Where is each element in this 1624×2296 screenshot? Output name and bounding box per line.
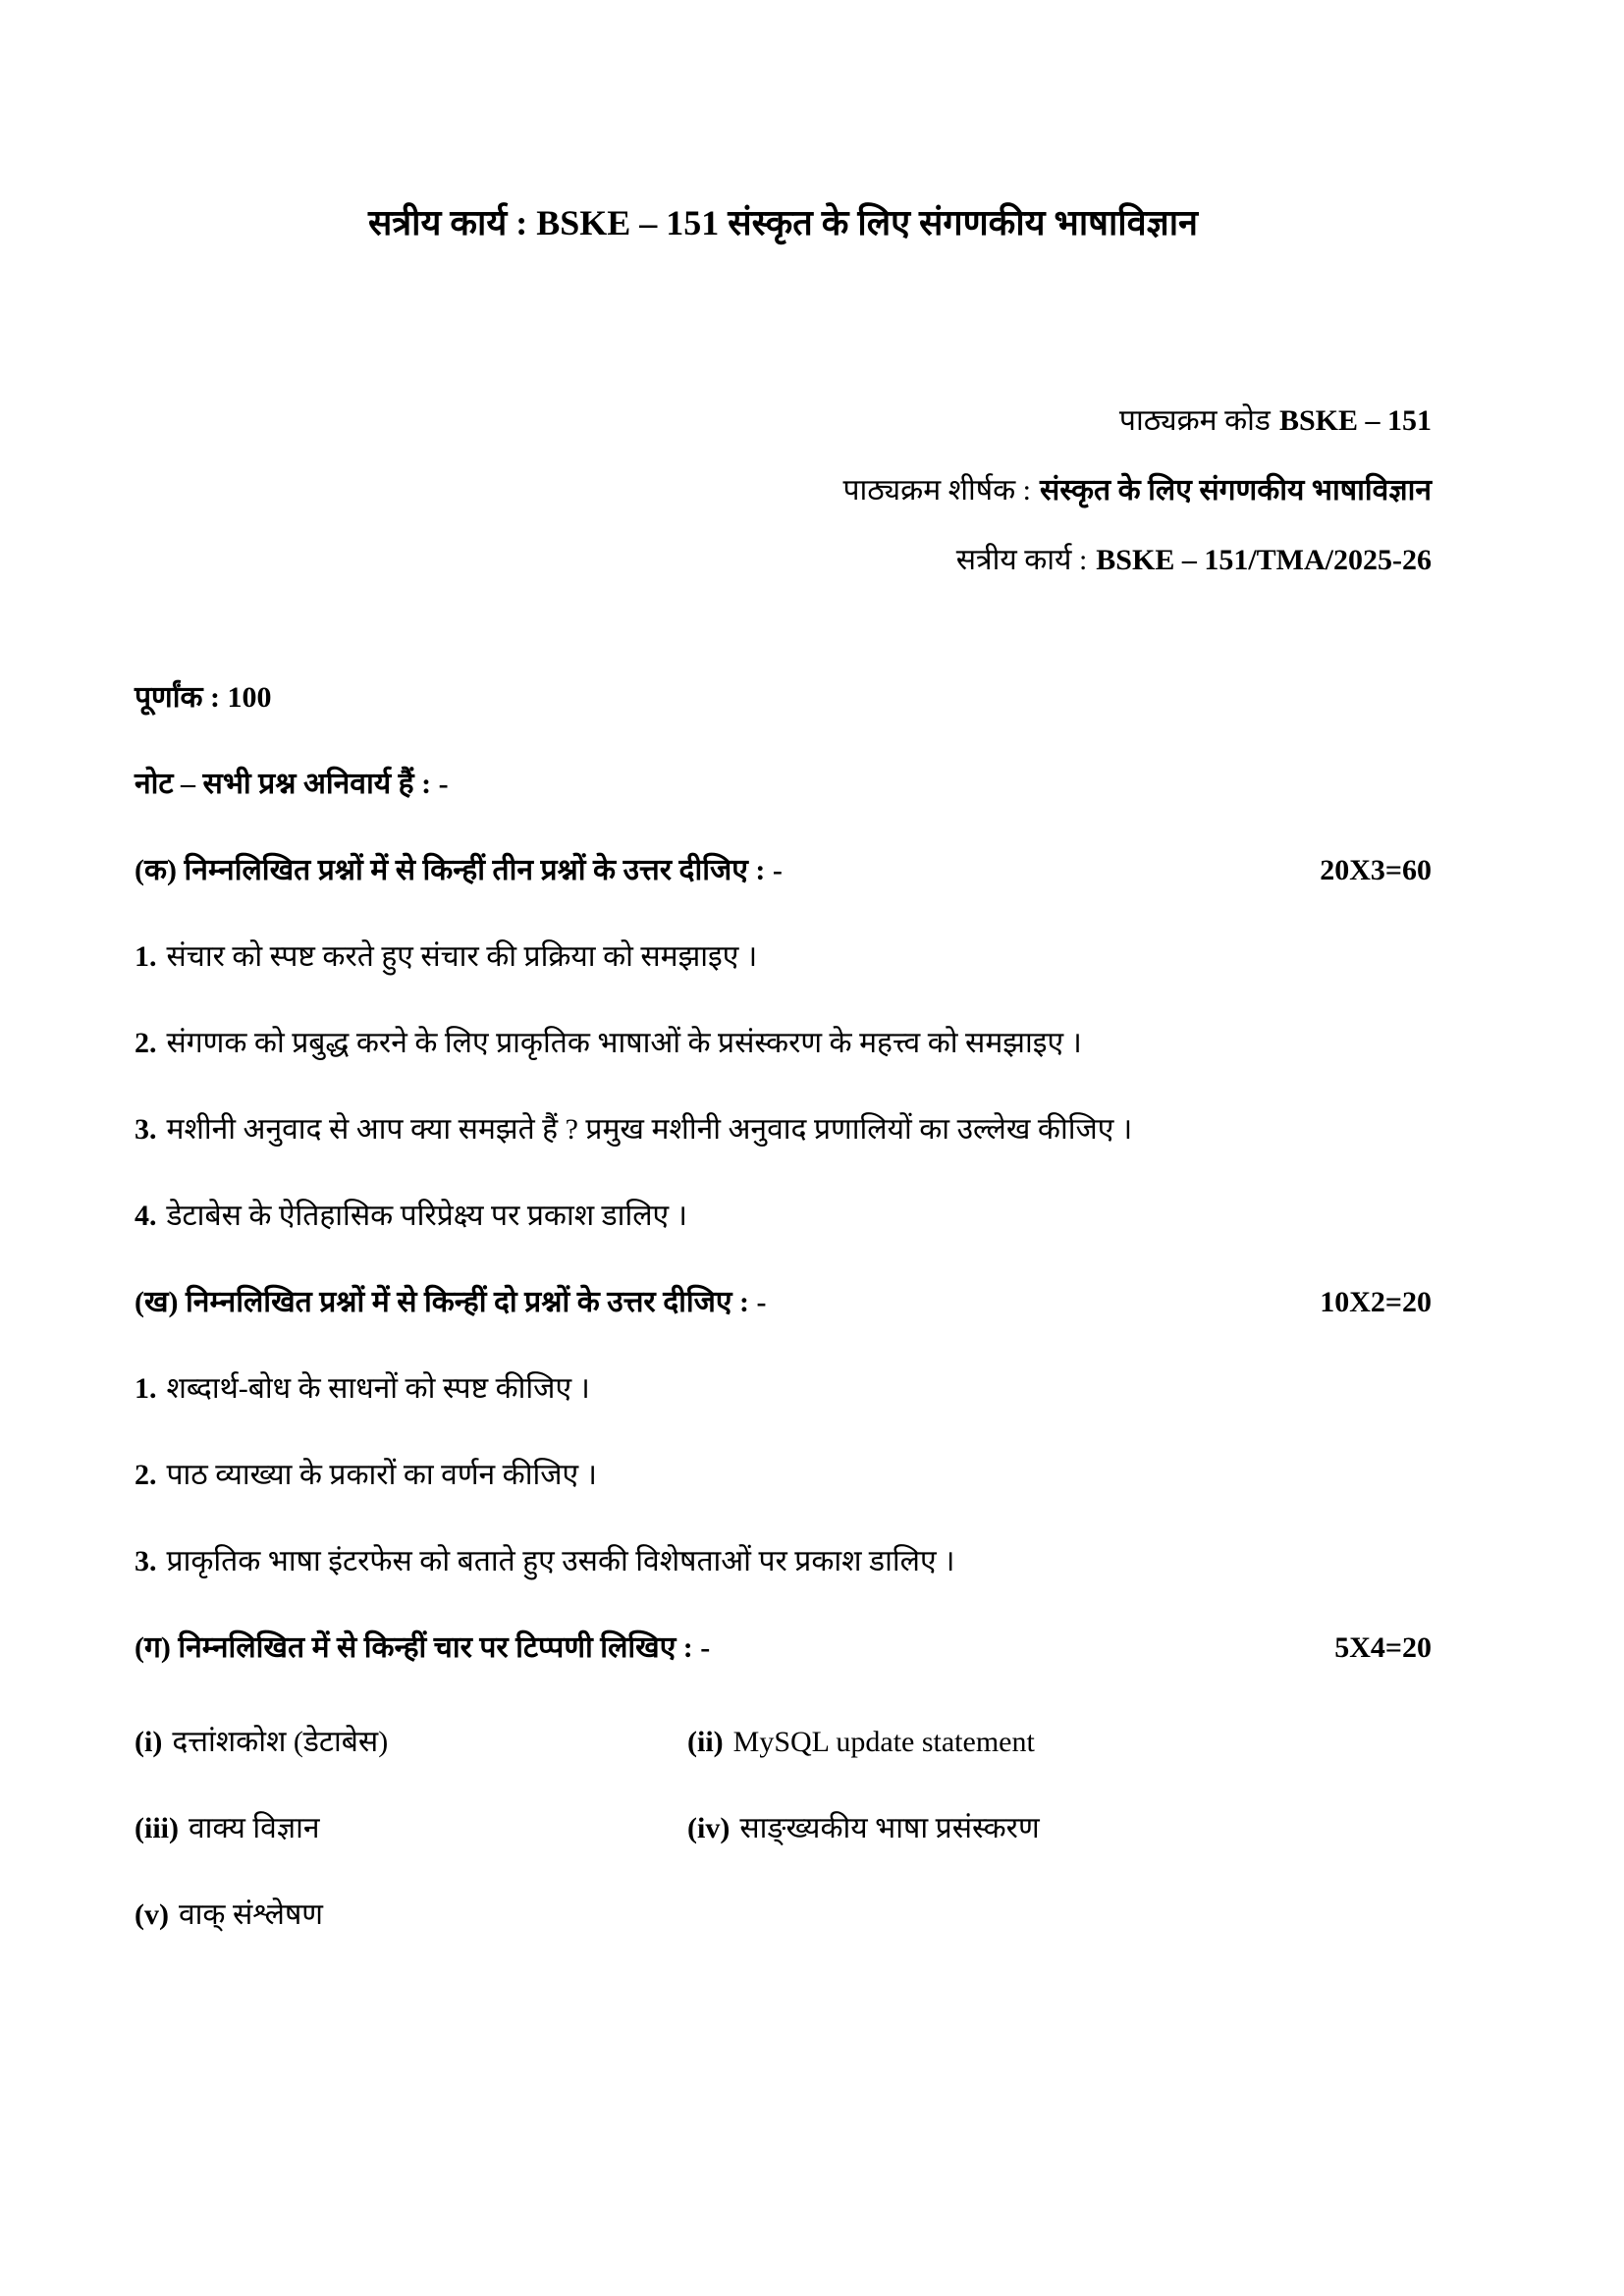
max-marks: पूर्णांक : 100 [135,681,272,714]
assignment-code-value: BSKE – 151/TMA/2025-26 [1096,544,1432,576]
section-a-marks: 20X3=60 [1320,854,1432,886]
assignment-code-line [135,541,1432,580]
course-title-label: पाठ्यक्रम शीर्षक : [842,474,1032,507]
section-c-items [135,1723,1432,1935]
item-number: (ii) [687,1726,724,1758]
note-line: नोट – सभी प्रश्न अनिवार्य हैं : - [135,768,449,800]
question-number: 2. [135,1459,157,1491]
section-c-item-iv [687,1809,1040,1848]
question-number: 1. [135,940,157,973]
question-number: 3. [135,1545,157,1577]
question-text: डेटाबेस के ऐतिहासिक परिप्रेक्ष्य पर प्रकाश डालिए । [166,1200,688,1232]
item-text: वाक्य विज्ञान [189,1812,320,1844]
section-a-heading-row [135,851,1432,890]
question-text: शब्दार्थ-बोध के साधनों को स्पष्ट कीजिए । [166,1372,590,1405]
item-number: (iii) [135,1812,179,1844]
course-code-line [135,401,1432,441]
section-c-heading: (ग) निम्नलिखित में से किन्हीं चार पर टिप्पणी लिखिए : - [135,1631,711,1664]
course-title-value: संस्कृत के लिए संगणकीय भाषाविज्ञान [1040,474,1432,507]
section-c-heading-row [135,1629,1432,1668]
question-text: प्राकृतिक भाषा इंटरफेस को बताते हुए उसकी विशेषताओं पर प्रकाश डालिए । [166,1545,955,1577]
section-c-item-i [135,1723,687,1762]
question-text: मशीनी अनुवाद से आप क्या समझते हैं ? प्रमुख मशीनी अनुवाद प्रणालियों का उल्लेख कीजिए । [166,1113,1133,1146]
assignment-code-label: सत्रीय कार्य : [955,544,1088,576]
section-b-heading-row [135,1283,1432,1322]
section-a-question-4 [135,1197,1432,1236]
section-c-item-iii [135,1809,687,1848]
section-a-question-3 [135,1110,1432,1149]
question-number: 2. [135,1027,157,1059]
document-title: सत्रीय कार्य : BSKE – 151 संस्कृत के लिए संगणकीय भाषाविज्ञान [367,203,1199,242]
section-b-question-2 [135,1456,1432,1495]
section-c-marks: 5X4=20 [1334,1631,1432,1664]
question-number: 3. [135,1113,157,1146]
section-b-marks: 10X2=20 [1320,1286,1432,1318]
question-number: 4. [135,1200,157,1232]
item-number: (v) [135,1898,169,1931]
section-b-heading: (ख) निम्नलिखित प्रश्नों में से किन्हीं दो प्रश्नों के उत्तर दीजिए : - [135,1286,767,1318]
section-c-item-v [135,1896,687,1935]
course-title-line [135,471,1432,510]
course-code-label: पाठ्यक्रम कोड [1118,404,1271,437]
item-number: (i) [135,1726,163,1758]
section-a-question-2 [135,1024,1432,1063]
section-a-heading: (क) निम्नलिखित प्रश्नों में से किन्हीं तीन प्रश्नों के उत्तर दीजिए : - [135,854,783,886]
section-b-question-1 [135,1369,1432,1409]
item-text: MySQL update statement [732,1726,1035,1758]
question-text: पाठ व्याख्या के प्रकारों का वर्णन कीजिए । [166,1459,597,1491]
item-text: दत्तांशकोश (डेटाबेस) [172,1726,389,1758]
section-a-question-1 [135,937,1432,977]
course-code-value: BSKE – 151 [1278,404,1432,437]
question-number: 1. [135,1372,157,1405]
item-number: (iv) [687,1812,731,1844]
question-text: संगणक को प्रबुद्ध करने के लिए प्राकृतिक भाषाओं के प्रसंस्करण के महत्त्व को समझाइए । [166,1027,1082,1059]
course-meta-block [135,401,1432,580]
item-text: वाक् संश्लेषण [178,1898,323,1931]
section-c-item-ii [687,1723,1040,1762]
question-text: संचार को स्पष्ट करते हुए संचार की प्रक्रिया को समझाइए । [166,940,758,973]
item-text: साङ्ख्यकीय भाषा प्रसंस्करण [739,1812,1040,1844]
section-b-question-3 [135,1542,1432,1581]
